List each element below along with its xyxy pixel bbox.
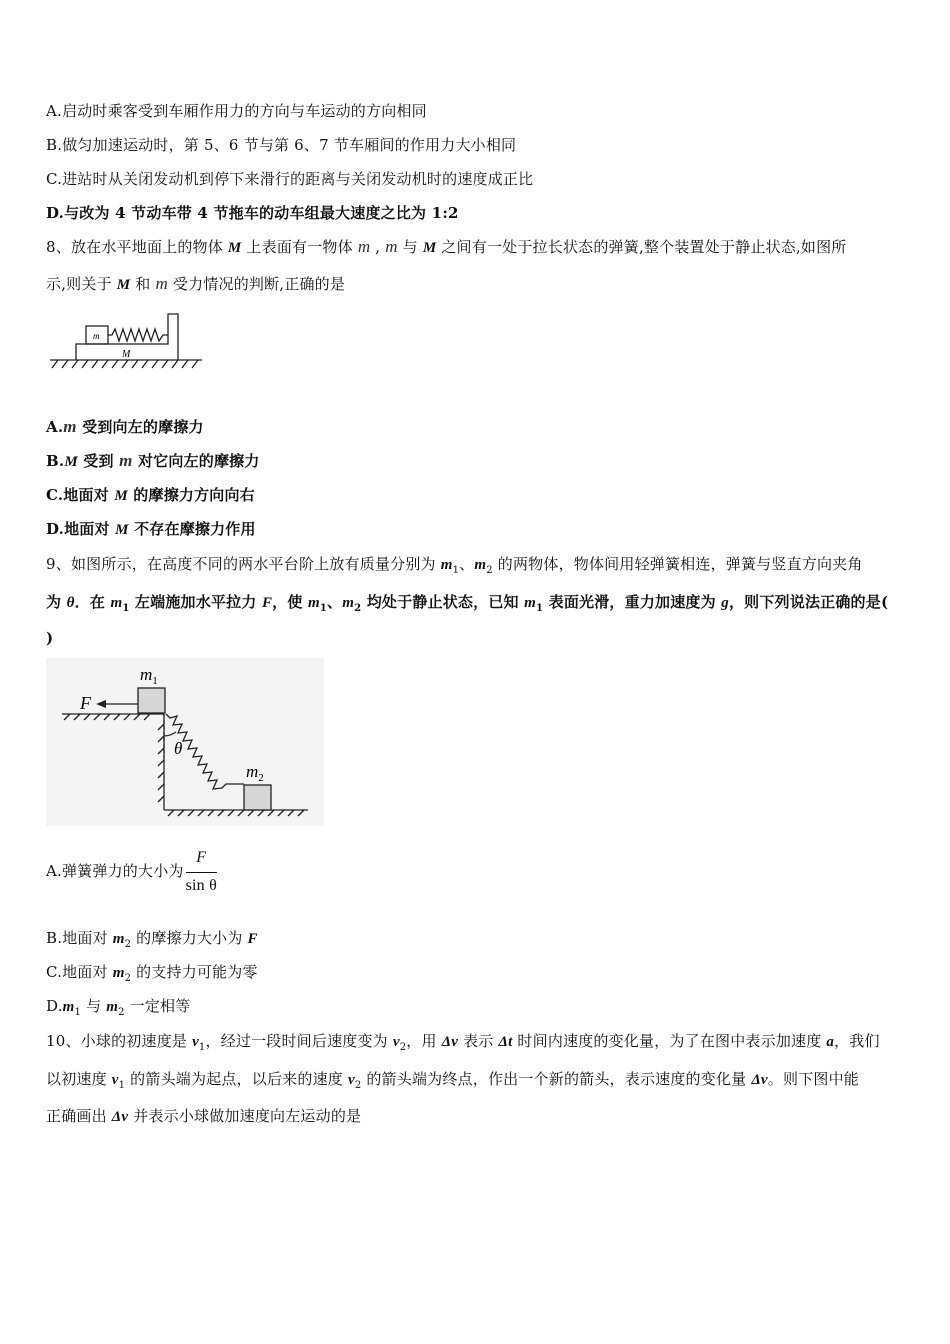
q8-option-c: C.地面对 M 的摩擦力方向向右 xyxy=(46,486,255,504)
q9-stem-line1: 9、如图所示，在高度不同的两水平台阶上放有质量分别为 $m_1$、$m_2$ 的两物体，物体间用轻弹簧相连，弹簧与竖直方向夹角 xyxy=(46,555,863,576)
q9-option-a: A.弹簧弹力的大小为 $\frac{F}{\text{sin θ}}$ xyxy=(46,846,217,898)
label-m2: $m_2$ xyxy=(246,762,264,784)
q8-option-d: D.地面对 M 不存在摩擦力作用 xyxy=(46,520,256,538)
q9-figure xyxy=(46,658,324,826)
figure-background xyxy=(46,658,324,826)
block-m2 xyxy=(244,785,271,810)
q8-option-b: B.M 受到 m 对它向左的摩擦力 xyxy=(46,451,260,470)
ground-hatching xyxy=(52,360,198,368)
label-m: m xyxy=(93,331,100,341)
label-m1: $m_1$ xyxy=(140,665,158,687)
q7-option-c: C.进站时从关闭发动机到停下来滑行的距离与关闭发动机时的速度成正比 xyxy=(46,170,534,188)
q10-stem-line1: 10、小球的初速度是 $v_1$，经过一段时间后速度变为 $v_2$，用 Δv 表示 Δt 时间内速度的变化量，为了在图中表示加速度 a，我们 xyxy=(46,1032,880,1053)
q7-option-b: B.做匀加速运动时，第 5、6 节与第 6、7 节车厢间的作用力大小相同 xyxy=(46,136,517,154)
q9-option-d: $D.m_1$ 与 $m_2$ 一定相等 xyxy=(46,997,191,1018)
q8-figure xyxy=(46,308,216,374)
q8-stem-line2: 示,则关于 M 和 m 受力情况的判断,正确的是 xyxy=(46,274,346,293)
block-m1 xyxy=(138,688,165,713)
label-F: F xyxy=(80,693,91,713)
q10-stem-line2: 以初速度 $v_1$ 的箭头端为起点，以后来的速度 $v_2$ 的箭头端为终点，作出一个新的箭头，表示速度的变化量 Δv。则下图中能 xyxy=(46,1070,859,1091)
q8-option-a: A.m 受到向左的摩擦力 xyxy=(46,417,204,436)
q8-stem-line1: 8、放在水平地面上的物体 M 上表面有一物体 m , m 与 M 之间有一处于拉长状态的弹簧,整个装置处于静止状态,如图所 xyxy=(46,237,847,256)
fraction: $\frac{F}{\text{sin θ}}$ xyxy=(186,846,217,898)
q9-stem-line3: ) xyxy=(46,629,54,647)
label-M: M xyxy=(122,349,131,360)
label-theta: θ xyxy=(174,739,183,758)
q9-stem-line2: 为 θ．在 $m_1$ 左端施加水平拉力 F，使 $m_1$、$m_2$ 均处于静止状态，已知 $m_1$ 表面光滑，重力加速度为 g，则下列说法正确的是( xyxy=(46,593,889,614)
spring xyxy=(108,329,168,341)
q7-option-a: A.启动时乘客受到车厢作用力的方向与车运动的方向相同 xyxy=(46,102,427,120)
q9-option-b: B.地面对 $m_2$ 的摩擦力大小为 F xyxy=(46,929,258,950)
q7-option-d: D.与改为 4 节动车带 4 节拖车的动车组最大速度之比为 1:2 xyxy=(46,204,459,222)
q10-stem-line3: 正确画出 Δv 并表示小球做加速度向左运动的是 xyxy=(46,1107,362,1125)
q9-option-c: C.地面对 $m_2$ 的支持力可能为零 xyxy=(46,963,258,984)
